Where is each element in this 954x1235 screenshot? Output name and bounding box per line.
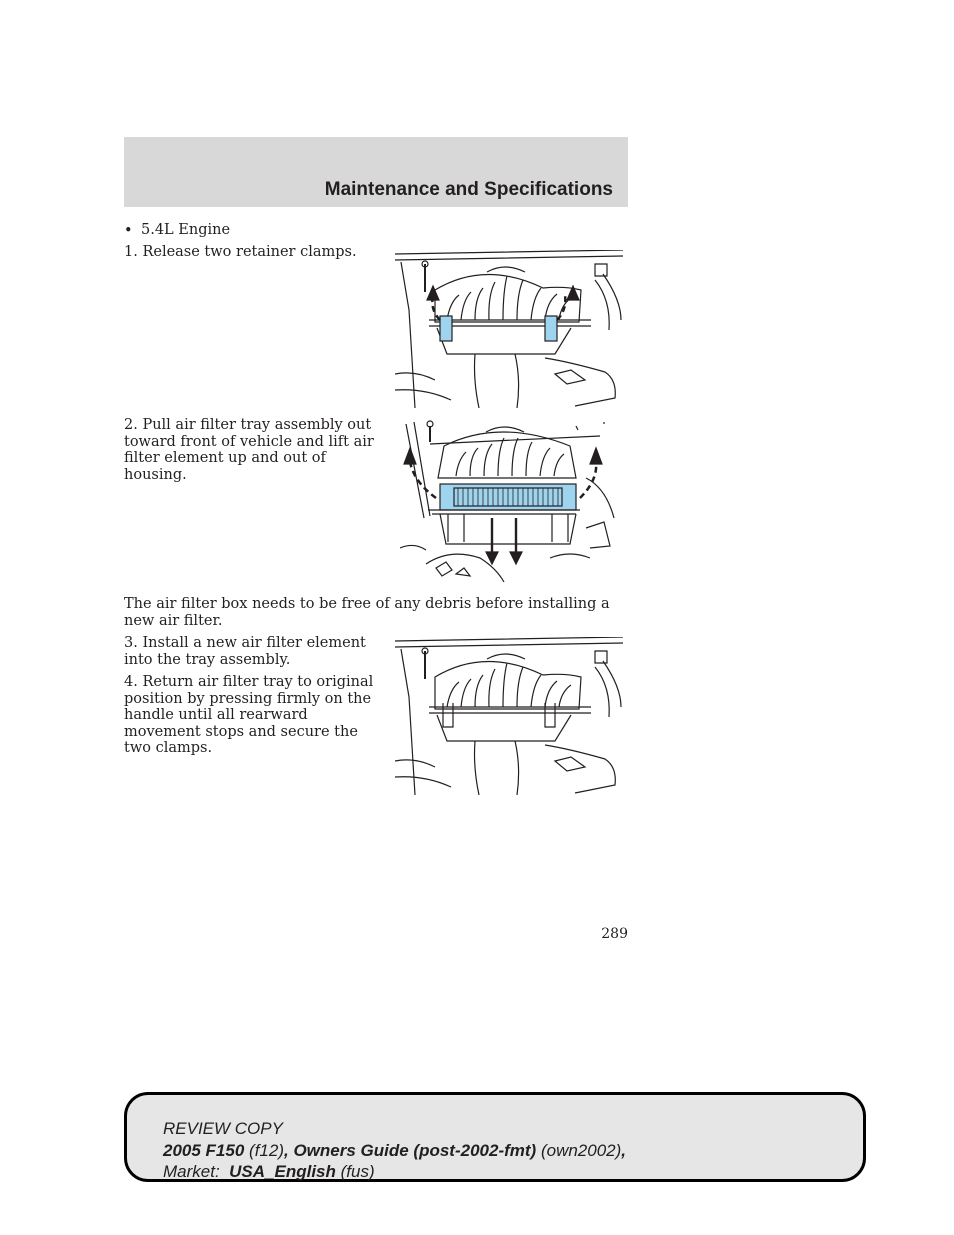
section-title: Maintenance and Specifications bbox=[324, 179, 613, 200]
bullet-symbol: • bbox=[124, 223, 133, 239]
market-label: Market: bbox=[163, 1162, 220, 1181]
document-info-line bbox=[163, 1141, 626, 1161]
section-header-band bbox=[124, 137, 628, 207]
separator-1: , bbox=[284, 1141, 294, 1160]
review-copy-box bbox=[124, 1092, 866, 1182]
engine-label: 5.4L Engine bbox=[141, 222, 231, 238]
step-3-text: 3. Install a new air filter element into the tray assembly. bbox=[124, 635, 366, 668]
step-4-text: 4. Return air filter tray to original position by pressing firmly on the handle until all rearward movement stops and secure the two clamps. bbox=[124, 674, 374, 756]
model-name: 2005 F150 bbox=[163, 1141, 245, 1160]
page-number: 289 bbox=[601, 926, 628, 942]
figure-release-clamps bbox=[395, 250, 625, 408]
figure-pull-tray bbox=[400, 418, 620, 584]
step-1-text: 1. Release two retainer clamps. bbox=[124, 244, 357, 260]
market-line bbox=[163, 1162, 375, 1182]
guide-code: (own2002) bbox=[540, 1141, 622, 1160]
separator-2: , bbox=[621, 1141, 627, 1160]
market-code: (fus) bbox=[340, 1162, 375, 1181]
debris-note: The air filter box needs to be free of any debris before installing a new air filter. bbox=[124, 596, 610, 629]
step-2-text: 2. Pull air filter tray assembly out toward front of vehicle and lift air filter element up and out of housing. bbox=[124, 417, 374, 483]
figure-reinstalled-tray bbox=[395, 637, 625, 795]
market-name: USA_English bbox=[229, 1162, 336, 1181]
guide-name: Owners Guide (post-2002-fmt) bbox=[293, 1141, 537, 1160]
model-code: (f12) bbox=[249, 1141, 284, 1160]
review-copy-label: REVIEW COPY bbox=[163, 1119, 283, 1138]
